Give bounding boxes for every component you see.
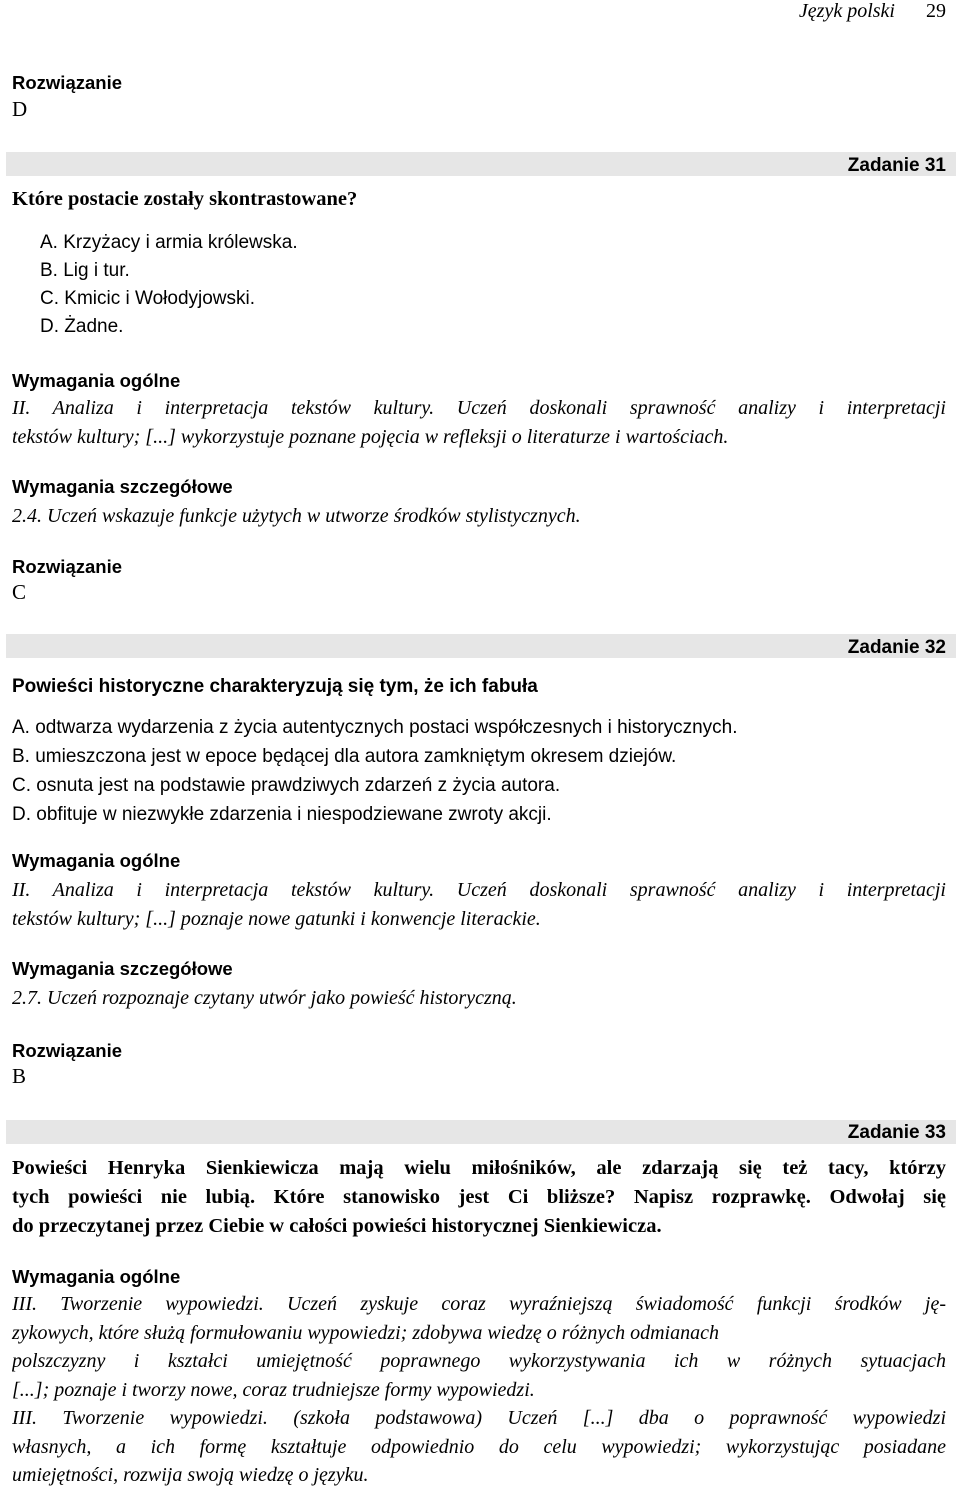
task-31-answer-c: C. Kmicic i Wołodyjowski. xyxy=(40,288,256,309)
task-32-answer-d: D. obfituje w niezwykłe zdarzenia i niespodziewane zwroty akcji. xyxy=(12,804,552,825)
task-32-solution-label: Rozwiązanie xyxy=(12,1040,122,1061)
task-33-general-line-3: polszczyzny i kształci umiejętność poprawnego wykorzystywania ich w różnych sytuacjach xyxy=(12,1350,946,1372)
task-31-solution-value: C xyxy=(12,580,27,604)
task-33-general-line-2: zykowych, które służą formułowaniu wypowiedzi; zdobywa wiedzę o różnych odmianach xyxy=(12,1321,719,1344)
task-32-answer-c: C. osnuta jest na podstawie prawdziwych zdarzeń z życia autora. xyxy=(12,775,561,796)
running-header-subject: Język polski xyxy=(798,0,895,22)
task-31-solution-label: Rozwiązanie xyxy=(12,556,122,577)
task-33-question-line-2: tych powieści nie lubią. Które stanowisko jest Ci bliższe? Napisz rozprawkę. Odwołaj się xyxy=(12,1186,946,1208)
task-31-answer-a: A. Krzyżacy i armia królewska. xyxy=(40,232,298,253)
task-33-general-line-5: III. Tworzenie wypowiedzi. (szkoła podstawowa) Uczeń [...] dba o poprawność wypowiedzi xyxy=(12,1407,946,1429)
task-32-general-line-2: tekstów kultury; [...] poznaje nowe gatunki i konwencje literackie. xyxy=(12,908,541,930)
running-header xyxy=(799,0,946,23)
task-33-question-line-1: Powieści Henryka Sienkiewicza mają wielu miłośników, ale zdarzają się też tacy, którzy xyxy=(12,1157,946,1179)
task-31-general-line-2: tekstów kultury; [...] wykorzystuje poznane pojęcia w refleksji o literaturze i wartościach. xyxy=(12,426,729,448)
task-33-general-line-1: III. Tworzenie wypowiedzi. Uczeń zyskuje coraz wyraźniejszą świadomość funkcji środków ję- xyxy=(12,1293,946,1315)
task-32-detailed-text: 2.7. Uczeń rozpoznaje czytany utwór jako powieść historyczną. xyxy=(12,987,517,1009)
page-number: 29 xyxy=(926,0,946,22)
task-32-answers xyxy=(12,713,737,829)
task-32-bar xyxy=(6,634,956,658)
task-31-detailed-label: Wymagania szczegółowe xyxy=(12,476,233,497)
task-32-answer-a: A. odtwarza wydarzenia z życia autentycznych postaci współczesnych i historycznych. xyxy=(12,717,738,738)
task-31-answer-b: B. Lig i tur. xyxy=(40,260,130,281)
task-31-detailed-text: 2.4. Uczeń wskazuje funkcje użytych w utworze środków stylistycznych. xyxy=(12,505,581,527)
task-31-general-text xyxy=(12,394,946,452)
task-33-general-line-4: [...]; poznaje i tworzy nowe, coraz trudniejsze formy wypowiedzi. xyxy=(12,1378,535,1401)
task-33-general-label: Wymagania ogólne xyxy=(12,1266,181,1287)
task-32-answer-b: B. umieszczona jest w epoce będącej dla autora zamkniętym okresem dziejów. xyxy=(12,746,677,767)
task-31-general-line-1: II. Analiza i interpretacja tekstów kultury. Uczeń doskonali sprawność analizy i interpretacji xyxy=(12,397,946,419)
intro-solution-label: Rozwiązanie xyxy=(12,72,122,93)
task-31-answers xyxy=(40,229,298,341)
task-32-question: Powieści historyczne charakteryzują się tym, że ich fabuła xyxy=(12,676,538,697)
task-32-general-line-1: II. Analiza i interpretacja tekstów kultury. Uczeń doskonali sprawność analizy i interpretacji xyxy=(12,879,946,901)
task-33-label: Zadanie 33 xyxy=(847,1122,946,1143)
task-32-label: Zadanie 32 xyxy=(847,637,946,658)
task-32-general-text xyxy=(12,876,946,934)
task-31-answer-d: D. Żadne. xyxy=(40,316,124,337)
task-31-question: Które postacie zostały skontrastowane? xyxy=(12,188,358,210)
task-31-bar xyxy=(6,152,956,176)
task-33-general-text xyxy=(12,1290,946,1490)
task-33-general-line-7: umiejętności, rozwija swoją wiedzę o języku. xyxy=(12,1464,369,1486)
task-31-label: Zadanie 31 xyxy=(847,155,946,176)
task-33-question xyxy=(12,1154,946,1241)
task-33-question-line-3: do przeczytanej przez Ciebie w całości powieści historycznej Sienkiewicza. xyxy=(12,1215,662,1237)
task-32-general-label: Wymagania ogólne xyxy=(12,850,181,871)
task-33-general-line-6: własnych, a ich formę kształtuje odpowiednio do celu wypowiedzi; wykorzystując posiadane xyxy=(12,1435,946,1458)
intro-solution-value: D xyxy=(12,97,28,121)
task-32-detailed-label: Wymagania szczegółowe xyxy=(12,958,233,979)
task-33-bar xyxy=(6,1120,956,1144)
task-31-general-label: Wymagania ogólne xyxy=(12,370,181,391)
task-32-solution-value: B xyxy=(12,1064,27,1088)
